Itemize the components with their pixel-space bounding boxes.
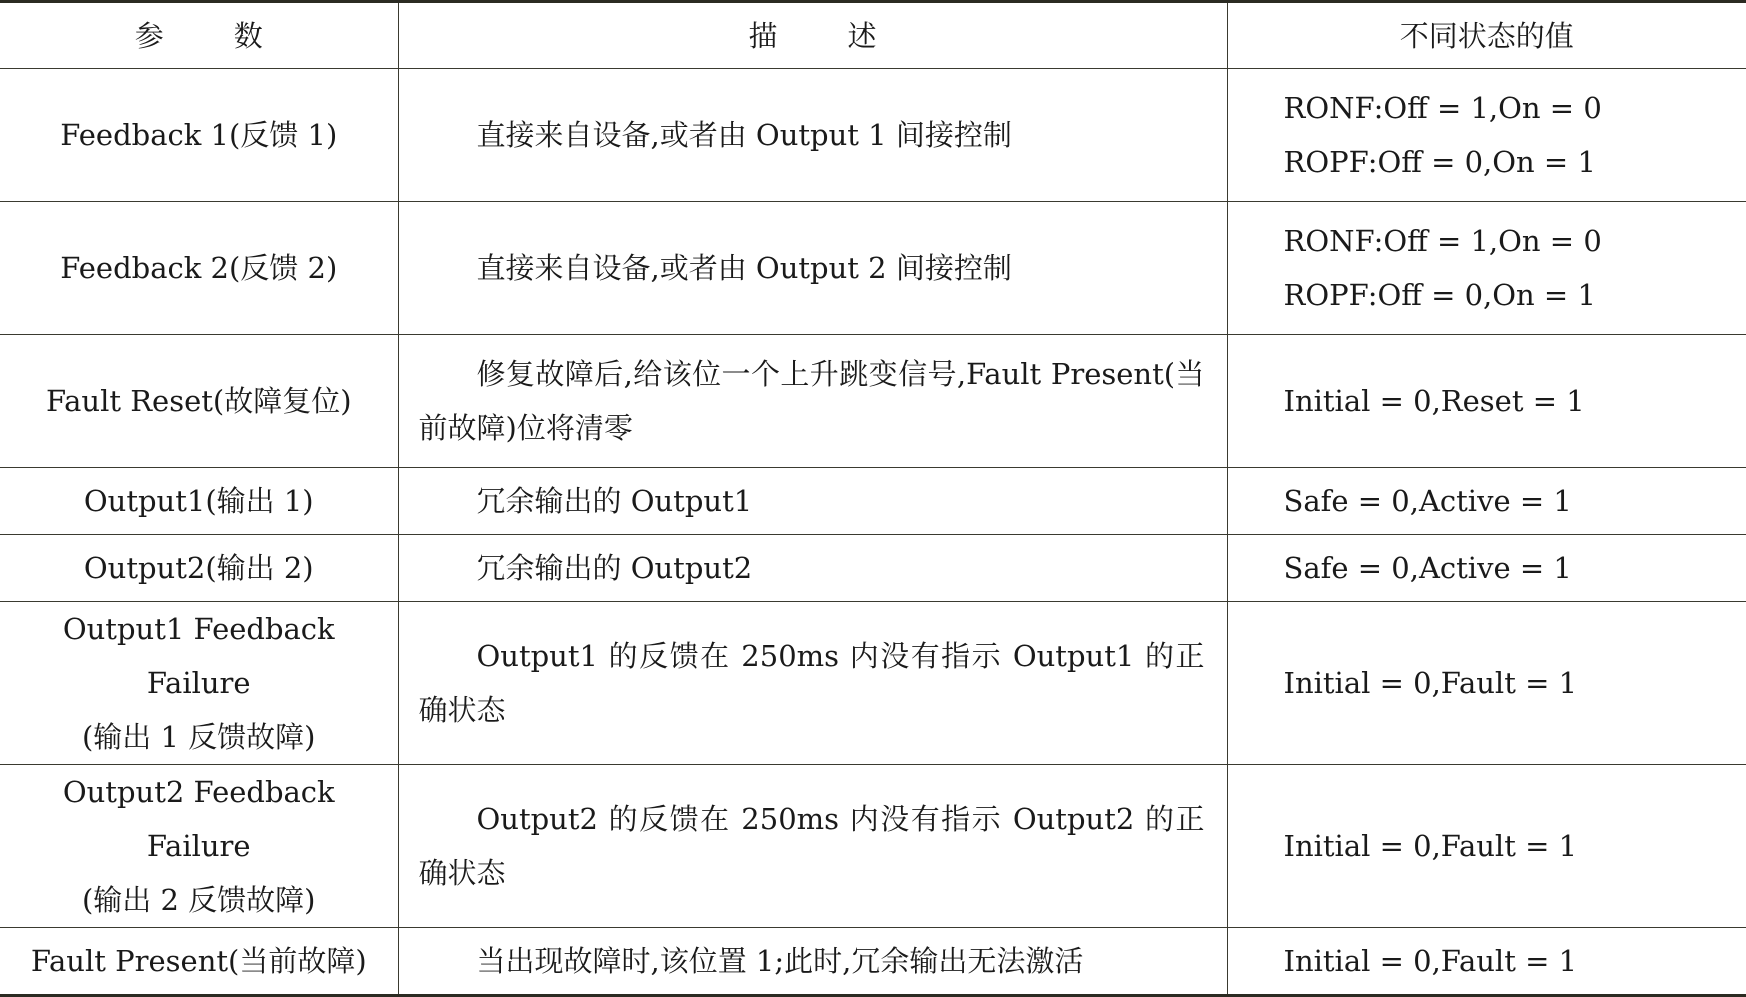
desc-text: Output2 的反馈在 250ms 内没有指示 Output2 的正确状态 [419,792,1205,900]
table-row [0,468,1746,535]
desc-cell [398,69,1227,202]
values-cell [1227,535,1746,602]
desc-cell [398,928,1227,996]
values-cell [1227,928,1746,996]
header-param [0,2,398,69]
desc-text: 冗余输出的 Output1 [419,474,1205,528]
header-desc [398,2,1227,69]
value-line: RONF:Off = 1,On = 0 [1284,81,1746,135]
table-row [0,602,1746,765]
header-desc-char-2: 述 [848,19,877,53]
values-cell [1227,202,1746,335]
desc-text: 修复故障后,给该位一个上升跳变信号,Fault Present(当前故障)位将清零 [419,347,1205,455]
table-row [0,335,1746,468]
values-cell [1227,468,1746,535]
param-cell [0,468,398,535]
desc-cell [398,535,1227,602]
value-line: Initial = 0,Fault = 1 [1284,934,1746,988]
param-cell [0,765,398,928]
desc-cell [398,468,1227,535]
param-cell [0,602,398,765]
param-text: Output2(输出 2) [10,541,388,595]
value-line: Safe = 0,Active = 1 [1284,541,1746,595]
param-cell [0,535,398,602]
param-text: Output2 Feedback Failure [10,765,388,873]
values-cell [1227,602,1746,765]
header-desc-char-1: 描 [748,19,777,53]
param-text: Fault Reset(故障复位) [10,374,388,428]
table-header-row [0,2,1746,69]
desc-cell [398,602,1227,765]
desc-cell [398,765,1227,928]
header-values: 不同状态的值 [1227,2,1746,69]
param-cell [0,928,398,996]
desc-text: Output1 的反馈在 250ms 内没有指示 Output1 的正确状态 [419,629,1205,737]
param-cell [0,202,398,335]
values-cell [1227,69,1746,202]
param-text-sub: (输出 1 反馈故障) [10,710,388,764]
value-line: RONF:Off = 1,On = 0 [1284,214,1746,268]
param-text: Fault Present(当前故障) [10,934,388,988]
value-line: Safe = 0,Active = 1 [1284,474,1746,528]
desc-text: 冗余输出的 Output2 [419,541,1205,595]
values-cell [1227,765,1746,928]
value-line: ROPF:Off = 0,On = 1 [1284,135,1746,189]
value-line: ROPF:Off = 0,On = 1 [1284,268,1746,322]
values-cell [1227,335,1746,468]
header-param-char-1: 参 [135,19,164,53]
table-row [0,535,1746,602]
desc-cell [398,335,1227,468]
param-cell [0,69,398,202]
header-param-char-2: 数 [234,19,263,53]
desc-cell [398,202,1227,335]
table-row [0,928,1746,996]
table-row [0,202,1746,335]
value-line: Initial = 0,Fault = 1 [1284,819,1746,873]
param-text: Output1(输出 1) [10,474,388,528]
value-line: Initial = 0,Reset = 1 [1284,374,1746,428]
desc-text: 当出现故障时,该位置 1;此时,冗余输出无法激活 [419,934,1205,988]
table-row [0,69,1746,202]
desc-text: 直接来自设备,或者由 Output 1 间接控制 [419,108,1205,162]
table-row [0,765,1746,928]
param-text: Feedback 1(反馈 1) [10,108,388,162]
param-text: Feedback 2(反馈 2) [10,241,388,295]
param-cell [0,335,398,468]
param-text: Output1 Feedback Failure [10,602,388,710]
param-text-sub: (输出 2 反馈故障) [10,873,388,927]
value-line: Initial = 0,Fault = 1 [1284,656,1746,710]
desc-text: 直接来自设备,或者由 Output 2 间接控制 [419,241,1205,295]
